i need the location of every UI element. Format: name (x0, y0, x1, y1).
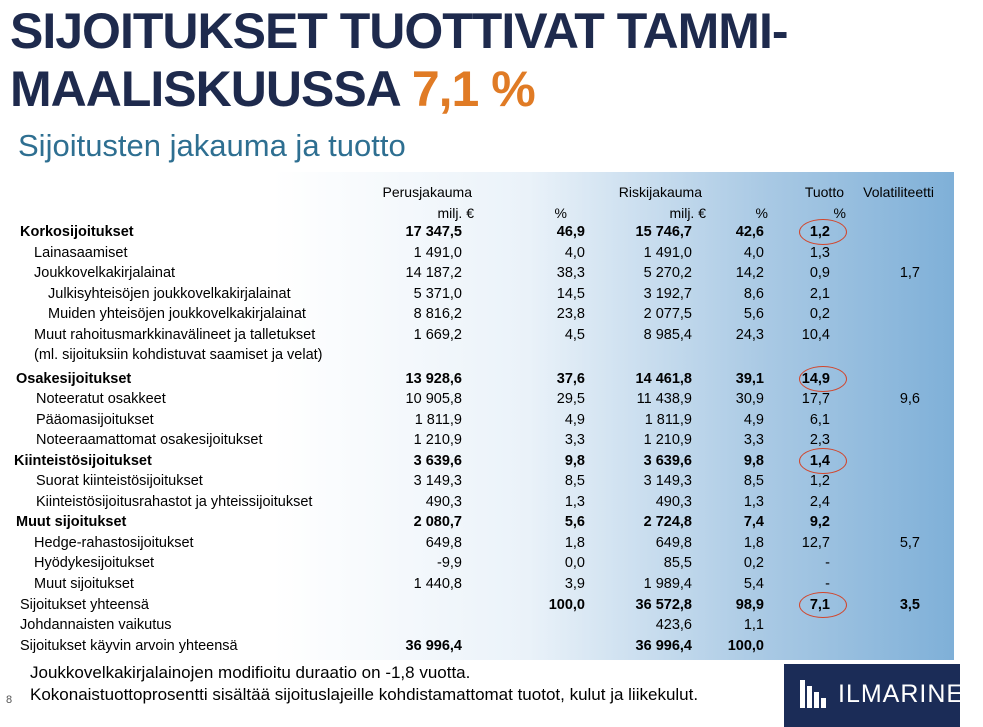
cell-riski-eur: 36 996,4 (635, 638, 692, 654)
cell-perus-eur: 1 210,9 (413, 432, 462, 448)
cell-riski-pct: 5,6 (743, 306, 764, 322)
ilmarinen-logo-icon (796, 676, 832, 712)
cell-volatiliteetti: 9,6 (899, 391, 920, 407)
cell-tuotto: 1,2 (809, 224, 830, 240)
row-label: Johdannaisten vaikutus (20, 617, 172, 633)
row-label: Muut rahoitusmarkkinavälineet ja talletukset (34, 327, 316, 343)
row-label: Muut sijoitukset (16, 514, 127, 530)
page-number: 8 (6, 694, 13, 706)
table-row (0, 325, 960, 345)
table-row (0, 615, 960, 635)
highlight-circle (799, 219, 847, 245)
cell-volatiliteetti: 5,7 (899, 535, 920, 551)
cell-perus-pct: 29,5 (556, 391, 585, 407)
cell-tuotto: 2,4 (809, 494, 830, 510)
cell-perus-pct: 14,5 (556, 286, 585, 302)
row-label: Sijoitukset käyvin arvoin yhteensä (20, 638, 238, 654)
table-row (0, 492, 960, 512)
cell-perus-eur: -9,9 (437, 555, 462, 571)
cell-riski-eur: 11 438,9 (636, 391, 692, 407)
table-row (0, 243, 960, 263)
cell-perus-pct: 23,8 (556, 306, 585, 322)
table-header-groups (0, 182, 960, 202)
cell-riski-eur: 36 572,8 (635, 597, 692, 613)
cell-tuotto: 17,7 (801, 391, 830, 407)
cell-perus-eur: 36 996,4 (405, 638, 462, 654)
cell-perus-eur: 1 669,2 (413, 327, 462, 343)
table-row (0, 430, 960, 450)
cell-tuotto: 1,2 (809, 473, 830, 489)
cell-perus-pct: 5,6 (564, 514, 585, 530)
brand-name: ILMARINEN (838, 680, 983, 708)
cell-riski-pct: 100,0 (727, 638, 764, 654)
header-pct-3: % (833, 205, 846, 221)
table-row (0, 533, 960, 553)
cell-riski-pct: 24,3 (735, 327, 764, 343)
row-label: Muut sijoitukset (34, 576, 134, 592)
cell-perus-eur: 5 371,0 (413, 286, 462, 302)
highlight-circle (799, 366, 847, 392)
cell-perus-eur: 14 187,2 (405, 265, 462, 281)
cell-perus-pct: 8,5 (564, 473, 585, 489)
header-unit-2: milj. € (669, 205, 706, 221)
cell-perus-eur: 490,3 (425, 494, 462, 510)
cell-riski-pct: 14,2 (735, 265, 764, 281)
cell-tuotto: - (825, 576, 830, 592)
cell-riski-pct: 8,5 (743, 473, 764, 489)
header-perusjakauma: Perusjakauma (382, 184, 472, 200)
cell-riski-eur: 649,8 (655, 535, 692, 551)
cell-perus-eur: 3 639,6 (413, 453, 462, 469)
page-title (10, 2, 950, 118)
row-label: Noteeraamattomat osakesijoitukset (36, 432, 263, 448)
footnote-total-return: Kokonaistuottoprosentti sisältää sijoituslajeille kohdistamattomat tuotot, kulut ja liikekulut. (30, 685, 699, 704)
cell-riski-eur: 2 077,5 (643, 306, 692, 322)
cell-tuotto: 1,3 (809, 245, 830, 261)
cell-perus-eur: 1 440,8 (413, 576, 462, 592)
table-row (0, 304, 960, 324)
cell-perus-pct: 3,3 (564, 432, 585, 448)
cell-perus-eur: 10 905,8 (405, 391, 462, 407)
title-accent: 7,1 % (411, 61, 535, 117)
cell-riski-eur: 85,5 (663, 555, 692, 571)
cell-riski-pct: 3,3 (743, 432, 764, 448)
cell-perus-pct: 1,8 (564, 535, 585, 551)
row-label: Joukkovelkakirjalainat (34, 265, 176, 281)
cell-riski-eur: 3 149,3 (643, 473, 692, 489)
cell-perus-pct: 100,0 (548, 597, 585, 613)
cell-riski-eur: 2 724,8 (643, 514, 692, 530)
table-row (0, 263, 960, 283)
cell-perus-eur: 13 928,6 (405, 371, 462, 387)
cell-tuotto: 1,4 (809, 453, 830, 469)
cell-riski-pct: 4,9 (743, 412, 764, 428)
cell-riski-pct: 8,6 (743, 286, 764, 302)
cell-tuotto: 9,2 (809, 514, 830, 530)
cell-perus-pct: 4,5 (564, 327, 585, 343)
cell-perus-eur: 649,8 (425, 535, 462, 551)
cell-riski-pct: 0,2 (743, 555, 764, 571)
cell-perus-pct: 3,9 (564, 576, 585, 592)
cell-riski-eur: 3 639,6 (643, 453, 692, 469)
highlight-circle (799, 448, 847, 474)
row-label: Julkisyhteisöjen joukkovelkakirjalainat (48, 286, 291, 302)
table-row (0, 636, 960, 656)
cell-riski-pct: 30,9 (735, 391, 764, 407)
cell-perus-pct: 0,0 (564, 555, 585, 571)
header-unit-1: milj. € (437, 205, 474, 221)
cell-perus-eur: 17 347,5 (405, 224, 462, 240)
cell-tuotto: 7,1 (809, 597, 830, 613)
table-row (0, 345, 960, 365)
row-label: Muiden yhteisöjen joukkovelkakirjalainat (48, 306, 306, 322)
cell-tuotto: 6,1 (809, 412, 830, 428)
cell-perus-pct: 37,6 (556, 371, 585, 387)
cell-tuotto: 2,3 (809, 432, 830, 448)
title-line-2-main: MAALISKUUSSA (10, 61, 412, 117)
header-pct-2: % (755, 205, 768, 221)
cell-tuotto: 10,4 (801, 327, 830, 343)
row-label: (ml. sijoituksiin kohdistuvat saamiset ja velat) (34, 347, 323, 363)
row-label: Osakesijoitukset (16, 371, 132, 387)
row-label: Suorat kiinteistösijoitukset (36, 473, 203, 489)
cell-riski-eur: 3 192,7 (643, 286, 692, 302)
cell-riski-eur: 490,3 (655, 494, 692, 510)
row-label: Hyödykesijoitukset (34, 555, 155, 571)
table-row (0, 553, 960, 573)
cell-perus-eur: 2 080,7 (413, 514, 462, 530)
table-row (0, 471, 960, 491)
row-label: Kiinteistösijoitusrahastot ja yhteissijoitukset (36, 494, 313, 510)
cell-riski-pct: 98,9 (735, 597, 764, 613)
cell-riski-pct: 1,3 (743, 494, 764, 510)
cell-perus-pct: 1,3 (564, 494, 585, 510)
row-label: Sijoitukset yhteensä (20, 597, 149, 613)
row-label: Kiinteistösijoitukset (14, 453, 152, 469)
cell-riski-pct: 1,8 (743, 535, 764, 551)
cell-riski-pct: 7,4 (743, 514, 764, 530)
cell-volatiliteetti: 3,5 (899, 597, 920, 613)
row-label: Korkosijoitukset (20, 224, 134, 240)
header-pct-1: % (554, 205, 567, 221)
cell-perus-eur: 1 491,0 (413, 245, 462, 261)
cell-riski-pct: 4,0 (743, 245, 764, 261)
subtitle: Sijoitusten jakauma ja tuotto (18, 128, 406, 163)
cell-riski-eur: 15 746,7 (635, 224, 692, 240)
header-volatiliteetti: Volatiliteetti (863, 184, 934, 200)
cell-perus-pct: 4,0 (564, 245, 585, 261)
cell-riski-eur: 14 461,8 (635, 371, 692, 387)
cell-volatiliteetti: 1,7 (899, 265, 920, 281)
cell-riski-eur: 1 989,4 (643, 576, 692, 592)
cell-tuotto: 0,2 (809, 306, 830, 322)
header-tuotto: Tuotto (804, 184, 844, 200)
cell-riski-pct: 1,1 (743, 617, 764, 633)
row-label: Pääomasijoitukset (36, 412, 154, 428)
cell-riski-eur: 423,6 (655, 617, 692, 633)
row-label: Lainasaamiset (34, 245, 128, 261)
cell-perus-pct: 46,9 (556, 224, 585, 240)
title-line-1: SIJOITUKSET TUOTTIVAT TAMMI- (10, 3, 788, 59)
cell-perus-pct: 4,9 (564, 412, 585, 428)
cell-tuotto: 0,9 (809, 265, 830, 281)
cell-riski-eur: 8 985,4 (643, 327, 692, 343)
cell-perus-eur: 8 816,2 (413, 306, 462, 322)
table-row (0, 284, 960, 304)
table-row (0, 410, 960, 430)
cell-riski-eur: 1 210,9 (643, 432, 692, 448)
row-label: Noteeratut osakkeet (36, 391, 166, 407)
cell-tuotto: 2,1 (809, 286, 830, 302)
highlight-circle (799, 592, 847, 618)
table-row (0, 512, 960, 532)
footnote-duration: Joukkovelkakirjalainojen modifioitu duraatio on -1,8 vuotta. (30, 663, 471, 682)
cell-tuotto: 12,7 (801, 535, 830, 551)
cell-tuotto: 14,9 (801, 371, 830, 387)
title-line-2 (10, 60, 950, 118)
cell-perus-eur: 3 149,3 (413, 473, 462, 489)
row-label: Hedge-rahastosijoitukset (34, 535, 194, 551)
cell-riski-eur: 1 491,0 (643, 245, 692, 261)
cell-perus-eur: 1 811,9 (414, 412, 462, 428)
table-row (0, 574, 960, 594)
cell-riski-pct: 9,8 (743, 453, 764, 469)
cell-riski-pct: 42,6 (735, 224, 764, 240)
cell-perus-pct: 9,8 (564, 453, 585, 469)
header-riskijakauma: Riskijakauma (618, 184, 702, 200)
table-row (0, 389, 960, 409)
cell-riski-pct: 39,1 (735, 371, 764, 387)
cell-perus-pct: 38,3 (556, 265, 585, 281)
cell-riski-eur: 5 270,2 (643, 265, 692, 281)
cell-riski-pct: 5,4 (743, 576, 764, 592)
cell-tuotto: - (825, 555, 830, 571)
cell-riski-eur: 1 811,9 (644, 412, 692, 428)
